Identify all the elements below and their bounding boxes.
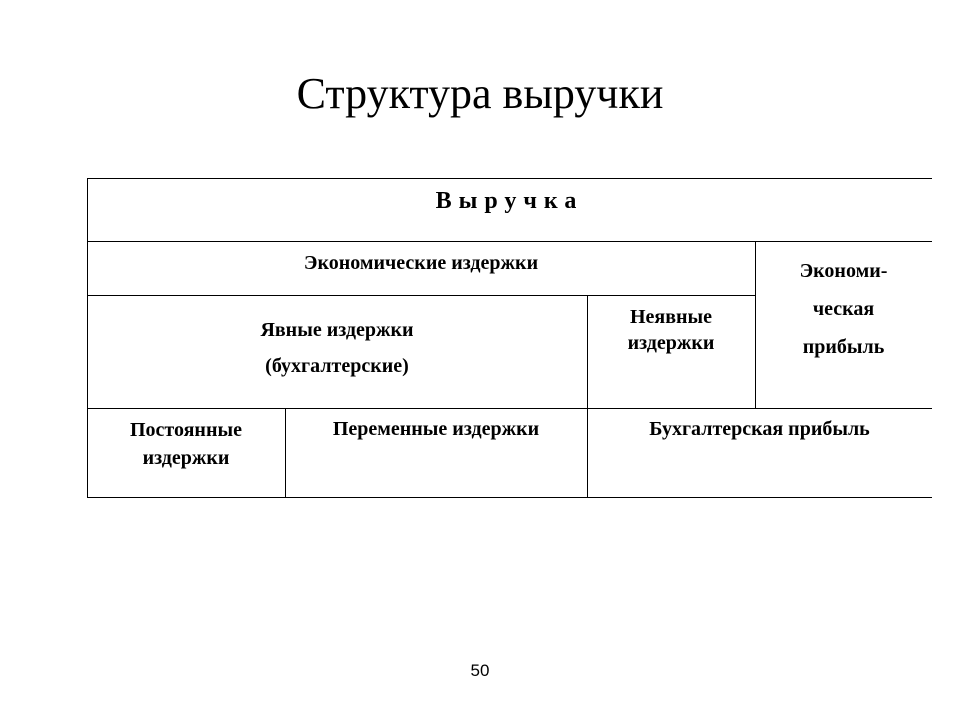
top-border bbox=[87, 178, 932, 179]
fixed-costs-line: Постоянные bbox=[130, 419, 242, 441]
revenue-structure-diagram bbox=[87, 178, 932, 498]
implicit-costs-line: Неявные bbox=[629, 306, 713, 328]
page-number: 50 bbox=[470, 661, 490, 680]
economic-profit-line: Экономи- bbox=[799, 260, 888, 282]
variable-costs-cell: Переменные издержки bbox=[332, 418, 540, 440]
explicit-costs-row-border bbox=[87, 408, 932, 409]
fixed-costs-line: издержки bbox=[142, 447, 230, 469]
accounting-profit-cell: Бухгалтерская прибыль bbox=[649, 418, 870, 440]
explicit-costs-cell bbox=[87, 312, 587, 384]
revenue-row-border bbox=[87, 241, 932, 242]
economic-costs-row-border bbox=[87, 295, 755, 296]
economic-costs-cell: Экономические издержки bbox=[303, 252, 539, 274]
implicit-costs-cell bbox=[587, 304, 755, 356]
slide-title: Структура выручки bbox=[296, 69, 664, 118]
economic-profit-line: ческая bbox=[812, 298, 875, 320]
explicit-costs-line: Явные издержки bbox=[260, 319, 414, 341]
economic-profit-cell bbox=[755, 252, 932, 366]
fixed-costs-cell bbox=[87, 416, 285, 472]
revenue-cell: Выручка bbox=[435, 188, 584, 214]
implicit-costs-line: издержки bbox=[627, 332, 715, 354]
bottom-border bbox=[87, 497, 932, 498]
economic-profit-line: прибыль bbox=[802, 336, 885, 358]
explicit-costs-line: (бухгалтерские) bbox=[265, 355, 409, 377]
